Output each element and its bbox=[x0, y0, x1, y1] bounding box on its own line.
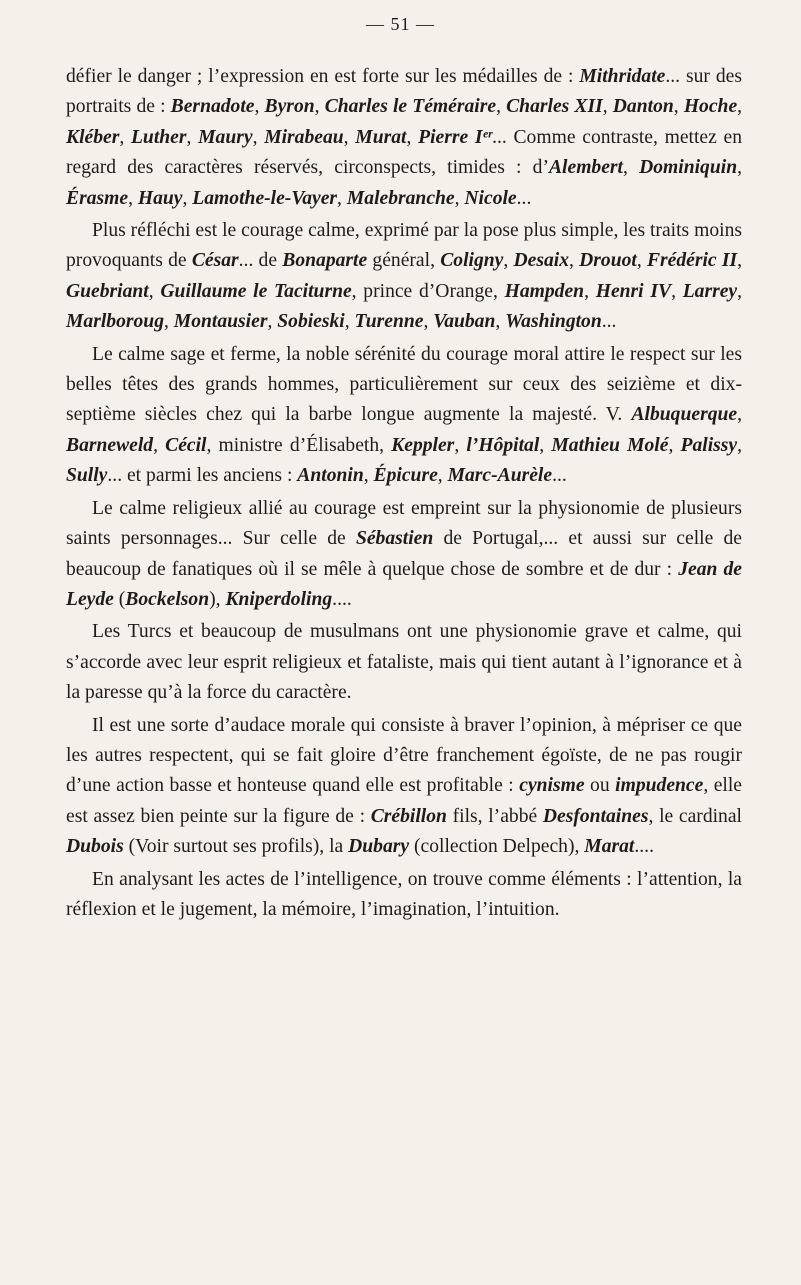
name-reference: Charles le Téméraire bbox=[324, 96, 497, 118]
name-reference: Alembert bbox=[548, 157, 623, 179]
name-reference: Dubary bbox=[348, 836, 410, 858]
name-reference: Luther bbox=[130, 126, 187, 148]
name-reference: Épicure bbox=[373, 465, 438, 487]
name-reference: Mathieu Molé bbox=[551, 434, 669, 456]
name-reference: Jean de Leyde bbox=[66, 558, 742, 610]
name-reference: Lamothe-le-Vayer bbox=[192, 187, 338, 209]
name-reference: Sobieski bbox=[277, 311, 345, 333]
paragraph-2: Plus réfléchi est le courage calme, exprimé par la pose plus simple, les traits moins provoquants de César... de Bonaparte général, Coligny, Desaix, Drouot, Frédéric II, Guebriant, Guillaume le Taciturne, prince d’Orange, Hampden, Henri IV, Larrey, Marlboroug, Montausier, Sobieski, Turenne, Vauban, Washington... bbox=[66, 220, 743, 333]
name-reference: Dubois bbox=[66, 836, 124, 858]
name-reference: Nicole bbox=[464, 187, 517, 209]
paragraph-5: Les Turcs et beaucoup de musulmans ont une physionomie grave et calme, qui s’accorde avec leur esprit religieux et fataliste, mais qui tient autant à l’ignorance et à la paresse qu’à la force du caractère. bbox=[66, 621, 742, 704]
name-reference: Marc-Aurèle bbox=[447, 465, 553, 487]
name-reference: Marat bbox=[584, 836, 635, 858]
name-reference: Antonin bbox=[297, 465, 364, 487]
name-reference: Hampden bbox=[504, 280, 585, 302]
name-reference: Henri IV bbox=[595, 280, 672, 302]
name-reference: cynisme bbox=[519, 775, 585, 797]
name-reference: Charles XII bbox=[506, 96, 603, 118]
name-reference: Sully bbox=[66, 465, 108, 487]
name-reference: Maury bbox=[198, 126, 253, 148]
name-reference: Desaix bbox=[513, 250, 569, 272]
paragraph-1: défier le danger ; l’expression en est forte sur les médailles de : Mithridate... sur des portraits de : Bernadote, Byron, Charles le Téméraire, Charles XII, Danton, Hoche, Kléber, Luther, Maury, Mirabeau, Murat, Pierre Iᵉʳ... Comme contraste, mettez en regard des caractères réservés, circonspects, timides : d’Alembert, Dominiquin, Érasme, Hauy, Lamothe-le-Vayer, Malebranche, Nicole... bbox=[66, 66, 743, 209]
name-reference: Marlboroug bbox=[66, 311, 164, 333]
name-reference: Érasme bbox=[66, 187, 129, 209]
name-reference: Bockelson bbox=[125, 588, 210, 610]
name-reference: Mithridate bbox=[579, 66, 666, 87]
name-reference: l’Hôpital bbox=[466, 434, 540, 456]
name-reference: Murat bbox=[355, 126, 407, 148]
paragraph-3: Le calme sage et ferme, la noble sérénité du courage moral attire le respect sur les belles têtes des grands hommes, particulièrement sur ceux des seizième et dix-septième siècles chez qui la barbe longue augmente la majesté. V. Albuquerque, Barneweld, Cécil, ministre d’Élisabeth, Keppler, l’Hôpital, Mathieu Molé, Palissy, Sully... et parmi les anciens : Antonin, Épicure, Marc-Aurèle... bbox=[66, 343, 743, 487]
page-body bbox=[66, 62, 742, 927]
name-reference: Larrey bbox=[682, 280, 738, 302]
page-number: — 51 — bbox=[366, 14, 435, 34]
paragraph-6: Il est une sorte d’audace morale qui consiste à braver l’opinion, à mépriser ce que les autres respectent, qui se fait gloire d’être franchement égoïste, de ne pas rougir d’une action basse et honteuse quand elle est profitable : cynisme ou impudence, elle est assez bien peinte sur la figure de : Crébillon fils, l’abbé Desfontaines, le cardinal Dubois (Voir surtout ses profils), la Dubary (collection Delpech), Marat.... bbox=[66, 714, 743, 858]
name-reference: Frédéric II bbox=[646, 250, 738, 272]
name-reference: Kléber bbox=[66, 126, 120, 148]
name-reference: Cécil bbox=[165, 434, 207, 456]
name-reference: Montausier bbox=[173, 311, 268, 333]
name-reference: Palissy bbox=[680, 434, 738, 456]
name-reference: Malebranche bbox=[346, 187, 455, 209]
name-reference: Desfontaines bbox=[542, 805, 649, 827]
name-reference: Guillaume le Taciturne bbox=[160, 280, 352, 302]
name-reference: Turenne bbox=[354, 311, 424, 333]
name-reference: Coligny bbox=[440, 250, 504, 272]
name-reference: Sébastien bbox=[355, 528, 434, 550]
name-reference: impudence bbox=[615, 775, 704, 797]
name-reference: Crébillon bbox=[370, 805, 447, 827]
name-reference: César bbox=[191, 250, 239, 272]
paragraph-7: En analysant les actes de l’intelligence, on trouve comme éléments : l’attention, la réflexion et le jugement, la mémoire, l’imagination, l’intuition. bbox=[66, 868, 742, 920]
name-reference: Danton bbox=[612, 96, 674, 118]
name-reference: Dominiquin bbox=[639, 157, 738, 179]
name-reference: Albuquerque bbox=[631, 404, 738, 426]
name-reference: Vauban bbox=[433, 311, 496, 333]
name-reference: Bonaparte bbox=[282, 250, 368, 272]
name-reference: Drouot bbox=[579, 250, 637, 272]
name-reference: Mirabeau bbox=[264, 126, 344, 148]
name-reference: Byron bbox=[264, 96, 315, 118]
name-reference: Guebriant bbox=[66, 280, 149, 302]
name-reference: Hauy bbox=[137, 187, 183, 209]
name-reference: Hoche bbox=[683, 96, 738, 118]
name-reference: Kniperdoling bbox=[225, 588, 333, 610]
paragraph-4: Le calme religieux allié au courage est empreint sur la physionomie de plusieurs saints personnages... Sur celle de Sébastien de Portugal,... et aussi sur celle de beaucoup de fanatiques où il se mêle à quelque chose de sombre et de dur : Jean de Leyde (Bockelson), Kniperdoling.... bbox=[66, 497, 742, 610]
name-reference: Keppler bbox=[391, 434, 455, 456]
name-reference: Washington bbox=[505, 311, 602, 333]
name-reference: Barneweld bbox=[66, 434, 154, 456]
name-reference: Pierre Iᵉʳ bbox=[418, 126, 493, 148]
name-reference: Bernadote bbox=[170, 96, 255, 118]
